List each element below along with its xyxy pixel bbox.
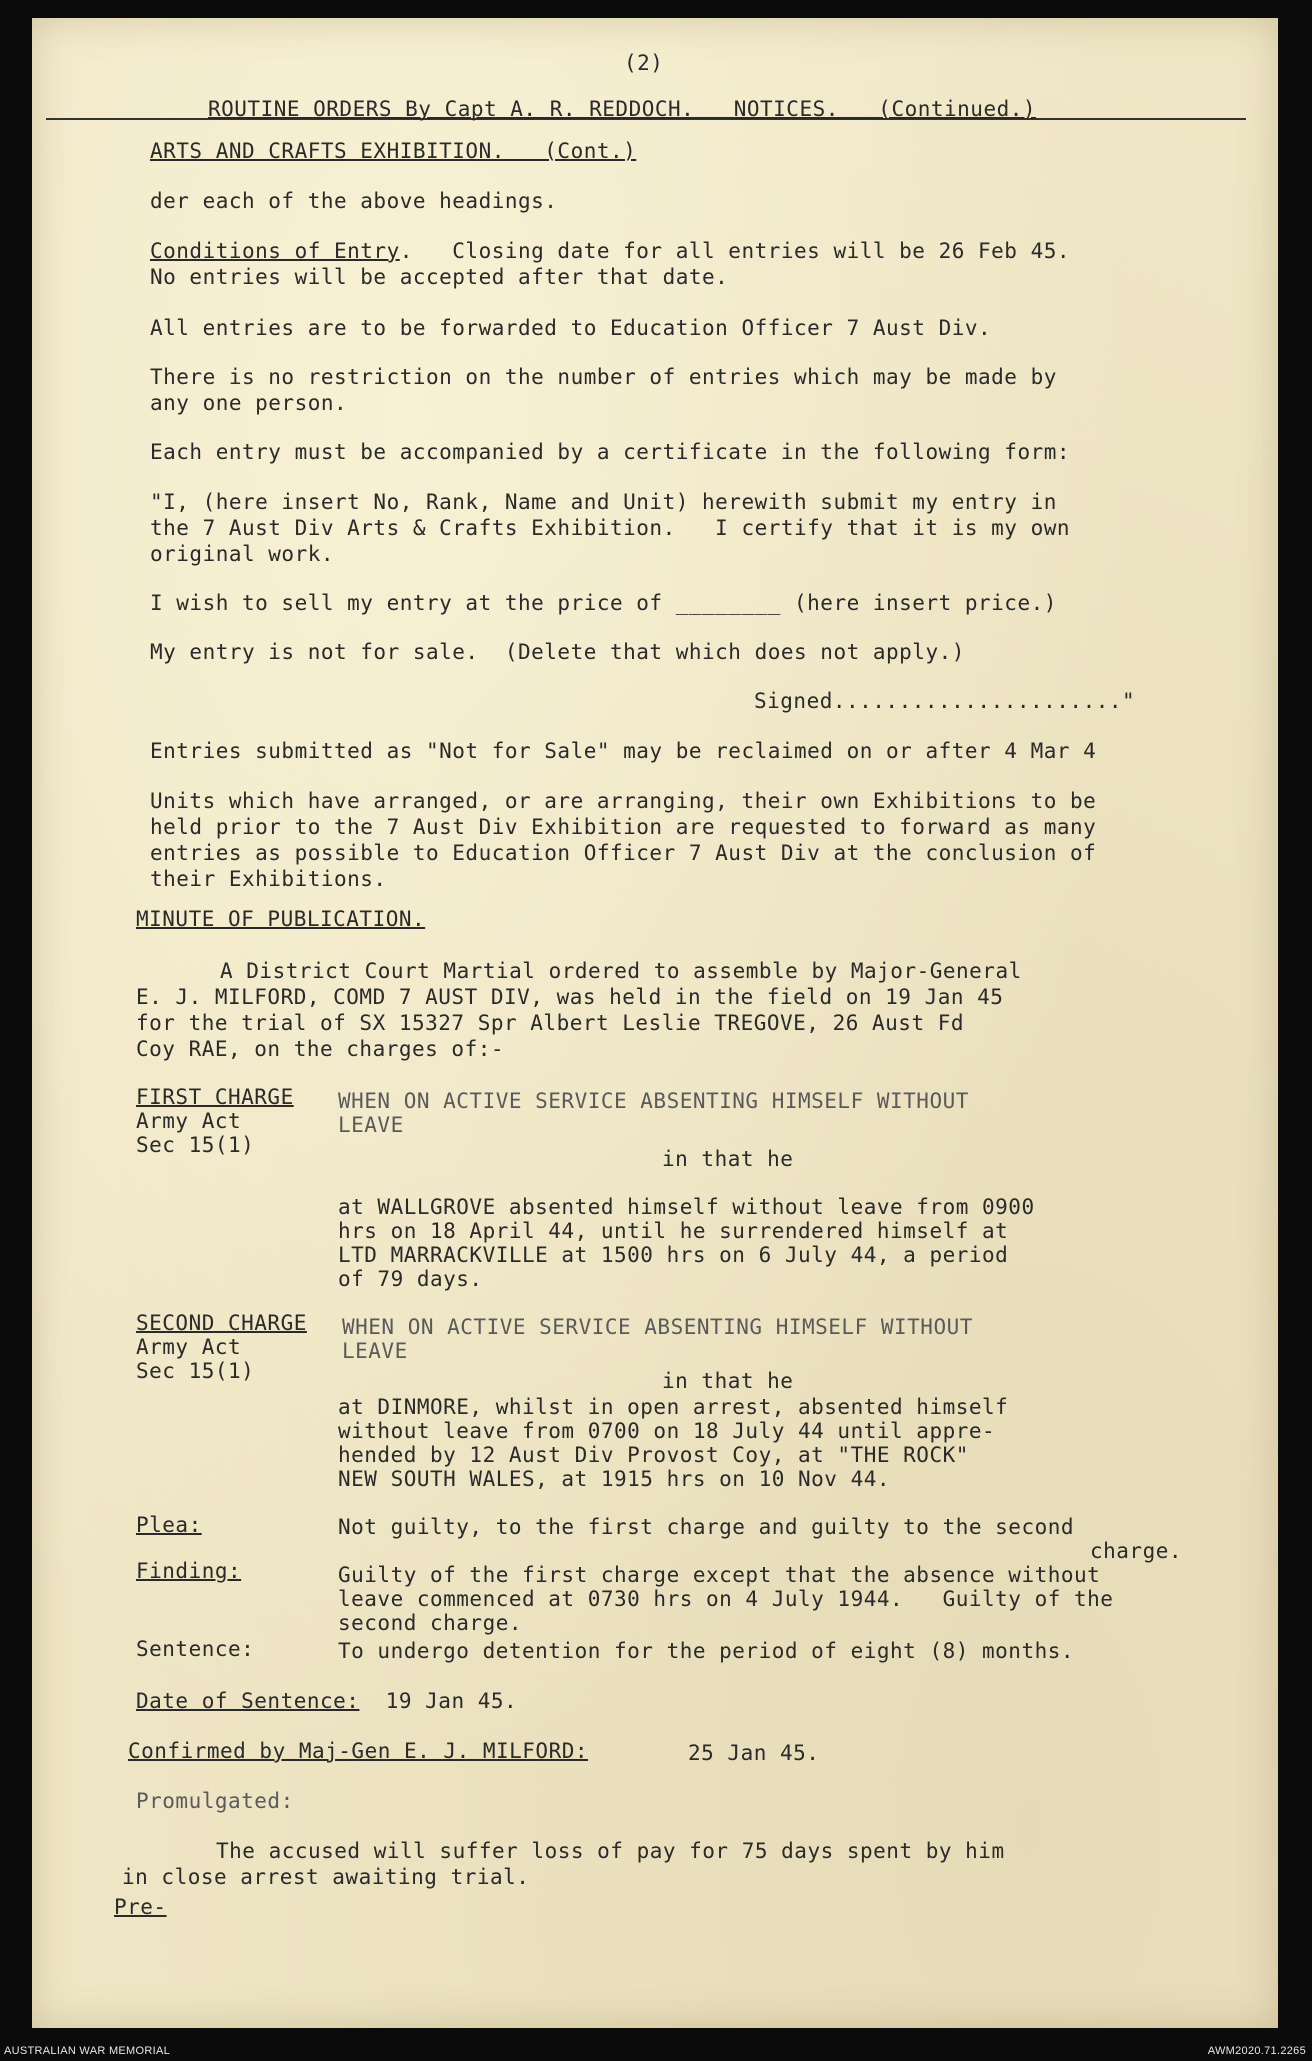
loss-line1: The accused will suffer loss of pay for 75 days spent by him xyxy=(216,1839,1005,1863)
cert-line2: the 7 Aust Div Arts & Crafts Exhibition. I certify that it is my own xyxy=(150,516,1071,540)
certificate-intro: Each entry must be accompanied by a certificate in the following form: xyxy=(150,440,1071,464)
promulgated-label: Promulgated: xyxy=(136,1789,294,1813)
units-line3: entries as possible to Education Officer 7 Aust Div at the conclusion of xyxy=(150,841,1097,865)
not-sale-line: My entry is not for sale. (Delete that which does not apply.) xyxy=(150,640,965,664)
first-charge-title1: WHEN ON ACTIVE SERVICE ABSENTING HIMSELF WITHOUT xyxy=(338,1089,969,1113)
arts-line1: der each of the above headings. xyxy=(150,189,558,213)
second-charge-sec: Sec 15(1) xyxy=(136,1359,255,1383)
second-charge-label: SECOND CHARGE xyxy=(136,1311,307,1335)
cert-line1: "I, (here insert No, Rank, Name and Unit) herewith submit my entry in xyxy=(150,490,1057,514)
second-charge-body2: without leave from 0700 on 18 July 44 until appre- xyxy=(338,1419,996,1443)
units-line4: their Exhibitions. xyxy=(150,867,387,891)
second-charge-act: Army Act xyxy=(136,1335,242,1359)
first-charge-body4: of 79 days. xyxy=(338,1267,483,1291)
conditions-line xyxy=(150,238,1070,264)
first-charge-body3: LTD MARRACKVILLE at 1500 hrs on 6 July 44, a period xyxy=(338,1243,1009,1267)
footer-source: AUSTRALIAN WAR MEMORIAL xyxy=(4,2045,171,2057)
first-charge-title2: LEAVE xyxy=(338,1113,404,1137)
plea-label: Plea: xyxy=(136,1513,202,1537)
second-charge-title2: LEAVE xyxy=(342,1339,408,1363)
plea-line1: Not guilty, to the first charge and guilty to the second xyxy=(338,1515,1075,1539)
confirmed-label: Confirmed by Maj-Gen E. J. MILFORD: xyxy=(128,1739,589,1763)
sell-line: I wish to sell my entry at the price of ________ (here insert price.) xyxy=(150,591,1057,615)
second-charge-in-that: in that he xyxy=(662,1369,794,1393)
minute-intro3: for the trial of SX 15327 Spr Albert Leslie TREGOVE, 26 Aust Fd xyxy=(136,1011,965,1035)
sentence-text: To undergo detention for the period of eight (8) months. xyxy=(338,1639,1075,1663)
second-charge-title1: WHEN ON ACTIVE SERVICE ABSENTING HIMSELF WITHOUT xyxy=(342,1315,973,1339)
units-line1: Units which have arranged, or are arranging, their own Exhibitions to be xyxy=(150,789,1097,813)
first-charge-body2: hrs on 18 April 44, until he surrendered himself at xyxy=(338,1219,1009,1243)
minute-heading: MINUTE OF PUBLICATION. xyxy=(136,907,426,931)
first-charge-sec: Sec 15(1) xyxy=(136,1133,255,1157)
confirmed-text: 25 Jan 45. xyxy=(688,1741,820,1765)
forward-line: All entries are to be forwarded to Education Officer 7 Aust Div. xyxy=(150,316,992,340)
pre-continuation: Pre- xyxy=(114,1895,167,1919)
reclaim-line: Entries submitted as "Not for Sale" may be reclaimed on or after 4 Mar 4 xyxy=(150,739,1097,763)
document-page xyxy=(32,18,1278,2028)
finding-line3: second charge. xyxy=(338,1611,523,1635)
second-charge-body1: at DINMORE, whilst in open arrest, absented himself xyxy=(338,1395,1009,1419)
first-charge-in-that: in that he xyxy=(662,1147,794,1171)
finding-line1: Guilty of the first charge except that the absence without xyxy=(338,1563,1101,1587)
minute-intro1: A District Court Martial ordered to assemble by Major-General xyxy=(220,959,1022,983)
second-charge-body4: NEW SOUTH WALES, at 1915 hrs on 10 Nov 44. xyxy=(338,1467,891,1491)
conditions-heading: Conditions of Entry xyxy=(150,239,400,263)
minute-intro2: E. J. MILFORD, COMD 7 AUST DIV, was held in the field on 19 Jan 45 xyxy=(136,985,1004,1009)
plea-line2: charge. xyxy=(1090,1539,1183,1563)
header-title: ROUTINE ORDERS By Capt A. R. REDDOCH. NOTICES. (Continued.) xyxy=(208,97,1037,121)
conditions-text: . Closing date for all entries will be 26 Feb 45. xyxy=(399,239,1071,263)
restriction-line2: any one person. xyxy=(150,391,348,415)
signed-line: Signed......................" xyxy=(754,689,1136,713)
conditions-text2: No entries will be accepted after that date. xyxy=(150,265,729,289)
minute-intro4: Coy RAE, on the charges of:- xyxy=(136,1037,505,1061)
first-charge-act: Army Act xyxy=(136,1109,242,1133)
footer-accession: AWM2020.71.2265 xyxy=(1207,2045,1306,2057)
section-heading-arts: ARTS AND CRAFTS EXHIBITION. (Cont.) xyxy=(150,139,637,163)
date-of-sentence-label: Date of Sentence: xyxy=(136,1689,360,1713)
restriction-line1: There is no restriction on the number of entries which may be made by xyxy=(150,365,1057,389)
finding-label: Finding: xyxy=(136,1559,242,1583)
first-charge-label: FIRST CHARGE xyxy=(136,1085,294,1109)
date-of-sentence-text: 19 Jan 45. xyxy=(385,1689,518,1713)
second-charge-body3: hended by 12 Aust Div Provost Coy, at "THE ROCK" xyxy=(338,1443,969,1467)
page-number: (2) xyxy=(624,51,664,75)
loss-line2: in close arrest awaiting trial. xyxy=(122,1865,530,1889)
sentence-label: Sentence: xyxy=(136,1637,255,1661)
first-charge-body1: at WALLGROVE absented himself without leave from 0900 xyxy=(338,1195,1035,1219)
finding-line2: leave commenced at 0730 hrs on 4 July 1944. Guilty of the xyxy=(338,1587,1114,1611)
date-of-sentence-line xyxy=(136,1688,517,1714)
cert-line3: original work. xyxy=(150,542,335,566)
units-line2: held prior to the 7 Aust Div Exhibition are requested to forward as many xyxy=(150,815,1097,839)
